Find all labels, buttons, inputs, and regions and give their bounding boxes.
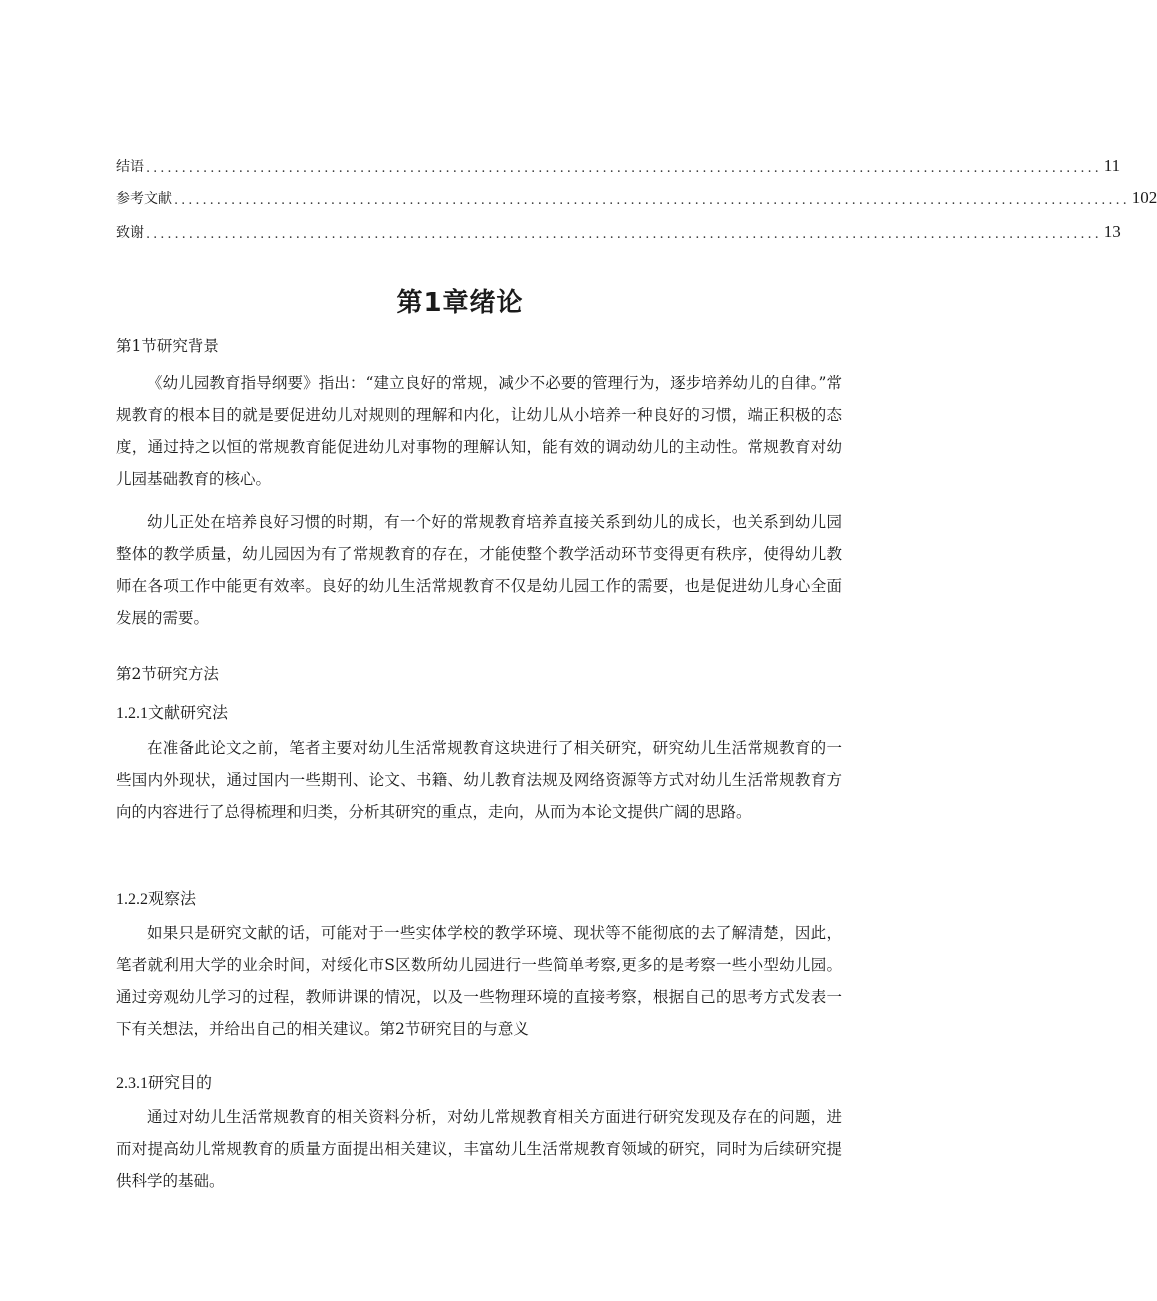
paragraph-observation-method: 如果只是研究文献的话，可能对于一些实体学校的教学环境、现状等不能彻底的去了解清楚，因此，笔者就利用大学的业余时间，对绥化市S区数所幼儿园进行一些简单考察,更多的是考察一些小型幼儿园。通过旁观幼儿学习的过程，教师讲课的情况，以及一些物理环境的直接考察，根据自己的思考方式发表一下有关想法，并给出自己的相关建议。第2节研究目的与意义 bbox=[116, 924, 842, 1038]
section-heading-background: 第1节研究背景 bbox=[116, 337, 219, 355]
toc-entry-label: 致谢 bbox=[116, 225, 144, 241]
subsection-heading-observation: 1.2.2观察法 bbox=[116, 891, 197, 908]
toc-entry-label: 参考文献 bbox=[116, 191, 172, 207]
paragraph-background-2: 幼儿正处在培养良好习惯的时期，有一个好的常规教育培养直接关系到幼儿的成长，也关系到幼儿园整体的教学质量，幼儿园因为有了常规教育的存在，才能使整个教学活动环节变得更有秩序，使得幼儿教师在各项工作中能更有效率。良好的幼儿生活常规教育不仅是幼儿园工作的需要，也是促进幼儿身心全面发展的需要。 bbox=[116, 513, 842, 627]
paragraph-research-purpose: 通过对幼儿生活常规教育的相关资料分析，对幼儿常规教育相关方面进行研究发现及存在的问题，进而对提高幼儿常规教育的质量方面提出相关建议，丰富幼儿生活常规教育领域的研究，同时为后续研究提供科学的基础。 bbox=[116, 1108, 842, 1190]
toc-entry-references[interactable] bbox=[116, 184, 1157, 208]
toc-entry-acknowledgements[interactable] bbox=[116, 218, 1121, 242]
toc-entry-page: 13 bbox=[1103, 222, 1121, 241]
subsection-heading-literature: 1.2.1文献研究法 bbox=[116, 705, 229, 722]
chapter-title: 第1章绪论 bbox=[396, 288, 524, 318]
toc-entry-conclusion[interactable] bbox=[116, 152, 1121, 176]
paragraph-background-1: 《幼儿园教育指导纲要》指出：“建立良好的常规，减少不必要的管理行为，逐步培养幼儿的自律。”常规教育的根本目的就是要促进幼儿对规则的理解和内化，让幼儿从小培养一种良好的习惯，端正积极的态度，通过持之以恒的常规教育能促进幼儿对事物的理解认知，能有效的调动幼儿的主动性。常规教育对幼儿园基础教育的核心。 bbox=[116, 374, 842, 488]
toc-leader-dots: ...................................................................................................................................... bbox=[146, 161, 1102, 176]
paragraph-literature-method: 在准备此论文之前，笔者主要对幼儿生活常规教育这块进行了相关研究，研究幼儿生活常规教育的一些国内外现状，通过国内一些期刊、论文、书籍、幼儿教育法规及网络资源等方式对幼儿生活常规教育方向的内容进行了总得梳理和归类，分析其研究的重点，走向，从而为本论文提供广阔的思路。 bbox=[116, 739, 842, 821]
toc-entry-page: 11 bbox=[1103, 156, 1121, 175]
toc-entry-label: 结语 bbox=[116, 159, 144, 175]
toc-leader-dots: ...................................................................................................................................... bbox=[146, 227, 1102, 242]
toc-leader-dots: ...................................................................................................................................... bbox=[174, 193, 1130, 208]
toc-entry-page: 102 bbox=[1131, 188, 1157, 207]
subsection-heading-purpose: 2.3.1研究目的 bbox=[116, 1075, 213, 1092]
section-heading-methods: 第2节研究方法 bbox=[116, 665, 219, 683]
